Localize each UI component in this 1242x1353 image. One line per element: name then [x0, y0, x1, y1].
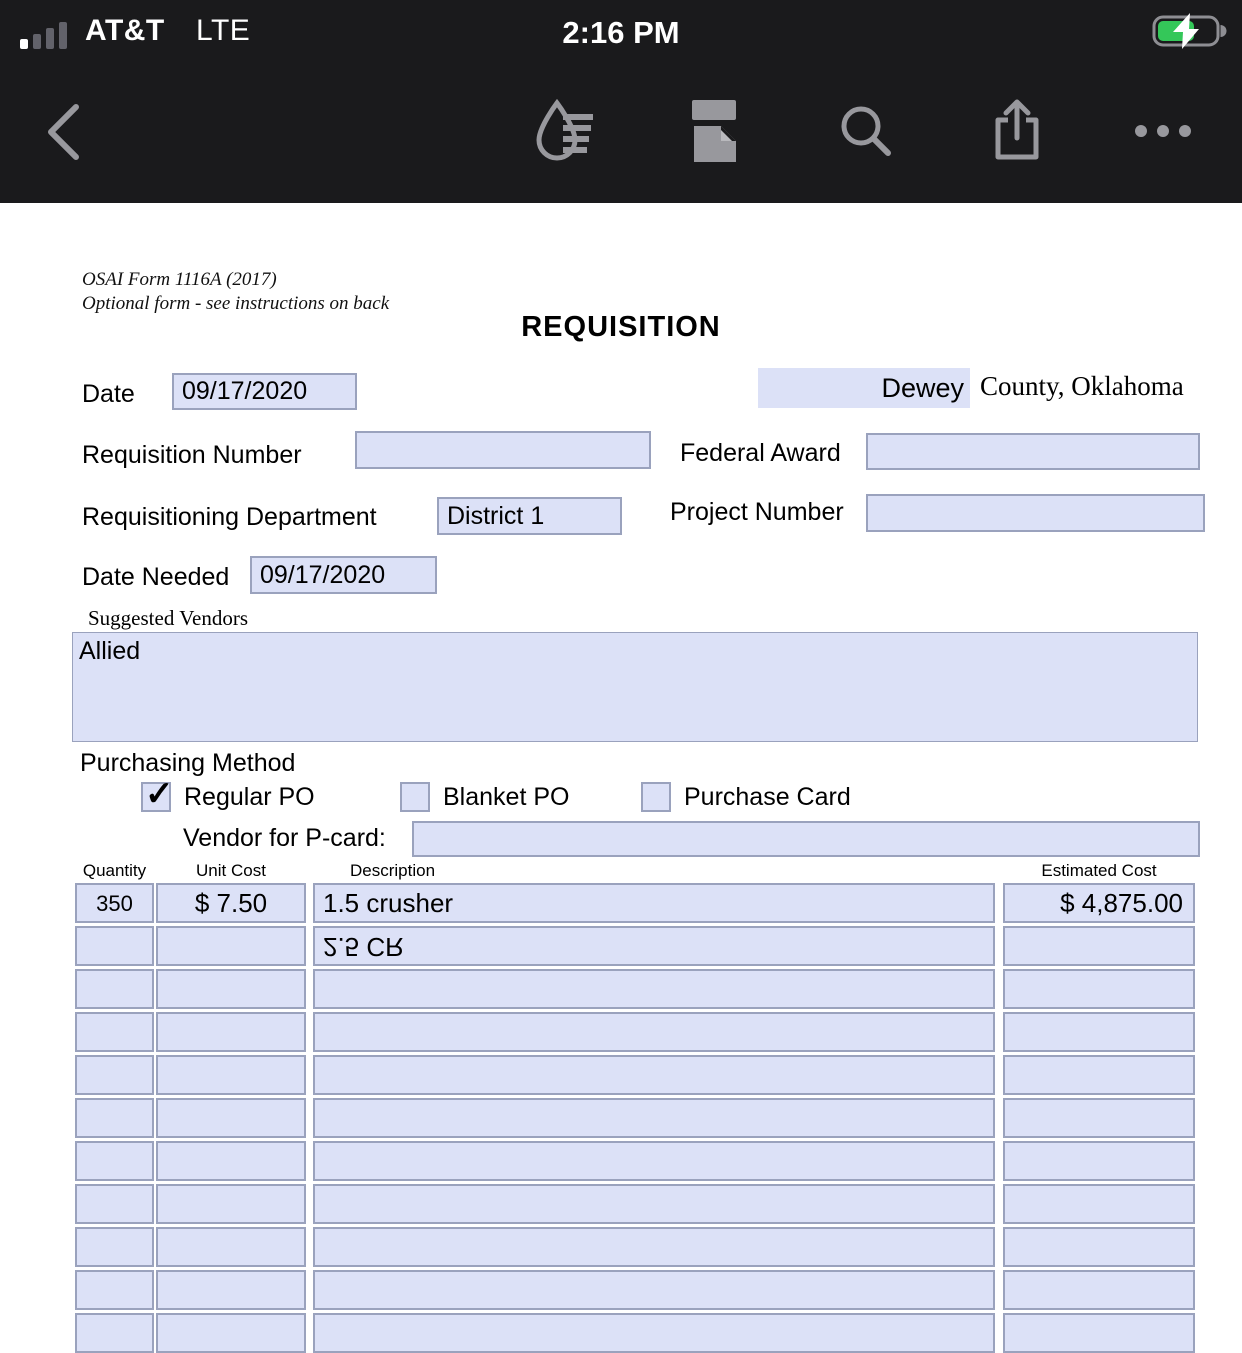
- col-header-quantity: Quantity: [82, 861, 147, 880]
- back-icon[interactable]: [42, 102, 84, 162]
- description-cell[interactable]: [313, 1227, 995, 1267]
- unit-cost-cell[interactable]: [156, 1055, 306, 1095]
- table-rows: [0, 203, 1242, 1345]
- top-chrome: [0, 0, 1242, 203]
- unit-cost-cell[interactable]: [156, 1098, 306, 1138]
- page-thumbnails-icon[interactable]: [692, 100, 738, 164]
- estimated-cost-cell[interactable]: [1003, 1141, 1195, 1181]
- form-ref-line2: Optional form - see instructions on back: [82, 293, 390, 314]
- quantity-cell[interactable]: [75, 1141, 154, 1181]
- col-header-unit-cost: Unit Cost: [196, 861, 266, 880]
- checkbox-label: Blanket PO: [443, 782, 570, 811]
- quantity-cell[interactable]: [75, 1270, 154, 1310]
- county-field[interactable]: Dewey: [758, 368, 970, 408]
- description-cell[interactable]: [313, 1012, 995, 1052]
- page-title: REQUISITION: [521, 311, 721, 343]
- quantity-cell[interactable]: [75, 926, 154, 966]
- more-icon[interactable]: [1134, 124, 1192, 138]
- estimated-cost-cell[interactable]: [1003, 1270, 1195, 1310]
- unit-cost-cell[interactable]: [156, 1184, 306, 1224]
- carrier-label: AT&T: [85, 14, 165, 47]
- suggested-vendors-field[interactable]: Allied: [72, 632, 1198, 742]
- form-ref-line1: OSAI Form 1116A (2017): [82, 269, 277, 290]
- battery-charging-icon: [1152, 12, 1232, 55]
- project-number-label: Project Number: [670, 498, 844, 526]
- col-header-description: Description: [350, 861, 436, 880]
- description-cell[interactable]: 1.5 crusher: [313, 883, 995, 923]
- quantity-cell[interactable]: [75, 969, 154, 1009]
- clock: 2:16 PM: [562, 15, 680, 50]
- quantity-cell[interactable]: 350: [75, 883, 154, 923]
- requisitioning-department-label: Requisitioning Department: [82, 503, 377, 531]
- estimated-cost-cell[interactable]: [1003, 1227, 1195, 1267]
- estimated-cost-cell[interactable]: [1003, 926, 1195, 966]
- quantity-cell[interactable]: [75, 1227, 154, 1267]
- estimated-cost-cell[interactable]: $ 4,875.00: [1003, 883, 1195, 923]
- estimated-cost-cell[interactable]: [1003, 1055, 1195, 1095]
- search-icon[interactable]: [838, 103, 894, 159]
- description-cell[interactable]: [313, 926, 995, 966]
- unit-cost-cell[interactable]: [156, 1012, 306, 1052]
- unit-cost-cell[interactable]: [156, 969, 306, 1009]
- date-field[interactable]: 09/17/2020: [172, 373, 357, 410]
- description-cell[interactable]: [313, 1313, 995, 1353]
- vendor-for-pcard-label: Vendor for P-card:: [183, 824, 386, 852]
- suggested-vendors-label: Suggested Vendors: [88, 606, 249, 630]
- quantity-cell[interactable]: [75, 1098, 154, 1138]
- requisition-number-label: Requisition Number: [82, 441, 302, 469]
- estimated-cost-cell[interactable]: [1003, 1012, 1195, 1052]
- unit-cost-cell[interactable]: [156, 1270, 306, 1310]
- date-needed-label: Date Needed: [82, 563, 230, 591]
- requisitioning-department-field[interactable]: District 1: [437, 497, 622, 535]
- quantity-cell[interactable]: [75, 1313, 154, 1353]
- description-cell[interactable]: [313, 1098, 995, 1138]
- col-header-estimated-cost: Estimated Cost: [1041, 861, 1157, 880]
- description-cell[interactable]: [313, 1141, 995, 1181]
- unit-cost-cell[interactable]: [156, 1227, 306, 1267]
- network-label: LTE: [196, 14, 251, 47]
- description-cell[interactable]: [313, 1055, 995, 1095]
- quantity-cell[interactable]: [75, 1184, 154, 1224]
- estimated-cost-cell[interactable]: [1003, 1098, 1195, 1138]
- purchasing-method-label: Purchasing Method: [80, 749, 296, 777]
- share-icon[interactable]: [992, 98, 1042, 162]
- date-needed-field[interactable]: 09/17/2020: [250, 556, 437, 594]
- county-suffix: County, Oklahoma: [980, 371, 1184, 401]
- pdf-page: [0, 203, 1242, 1345]
- estimated-cost-cell[interactable]: [1003, 969, 1195, 1009]
- description-cell[interactable]: [313, 969, 995, 1009]
- date-label: Date: [82, 380, 135, 408]
- flipped-text: 2.5 CR: [323, 932, 404, 962]
- description-cell[interactable]: [313, 1184, 995, 1224]
- estimated-cost-cell[interactable]: [1003, 1313, 1195, 1353]
- checkbox-label: Purchase Card: [684, 782, 851, 811]
- ink-annotate-icon[interactable]: [533, 98, 599, 164]
- unit-cost-cell[interactable]: $ 7.50: [156, 883, 306, 923]
- quantity-cell[interactable]: [75, 1055, 154, 1095]
- unit-cost-cell[interactable]: [156, 926, 306, 966]
- unit-cost-cell[interactable]: [156, 1141, 306, 1181]
- description-cell[interactable]: [313, 1270, 995, 1310]
- quantity-cell[interactable]: [75, 1012, 154, 1052]
- estimated-cost-cell[interactable]: [1003, 1184, 1195, 1224]
- checkmark-icon: ✓: [145, 775, 174, 813]
- federal-award-label: Federal Award: [680, 439, 841, 467]
- unit-cost-cell[interactable]: [156, 1313, 306, 1353]
- checkbox-label: Regular PO: [184, 782, 315, 811]
